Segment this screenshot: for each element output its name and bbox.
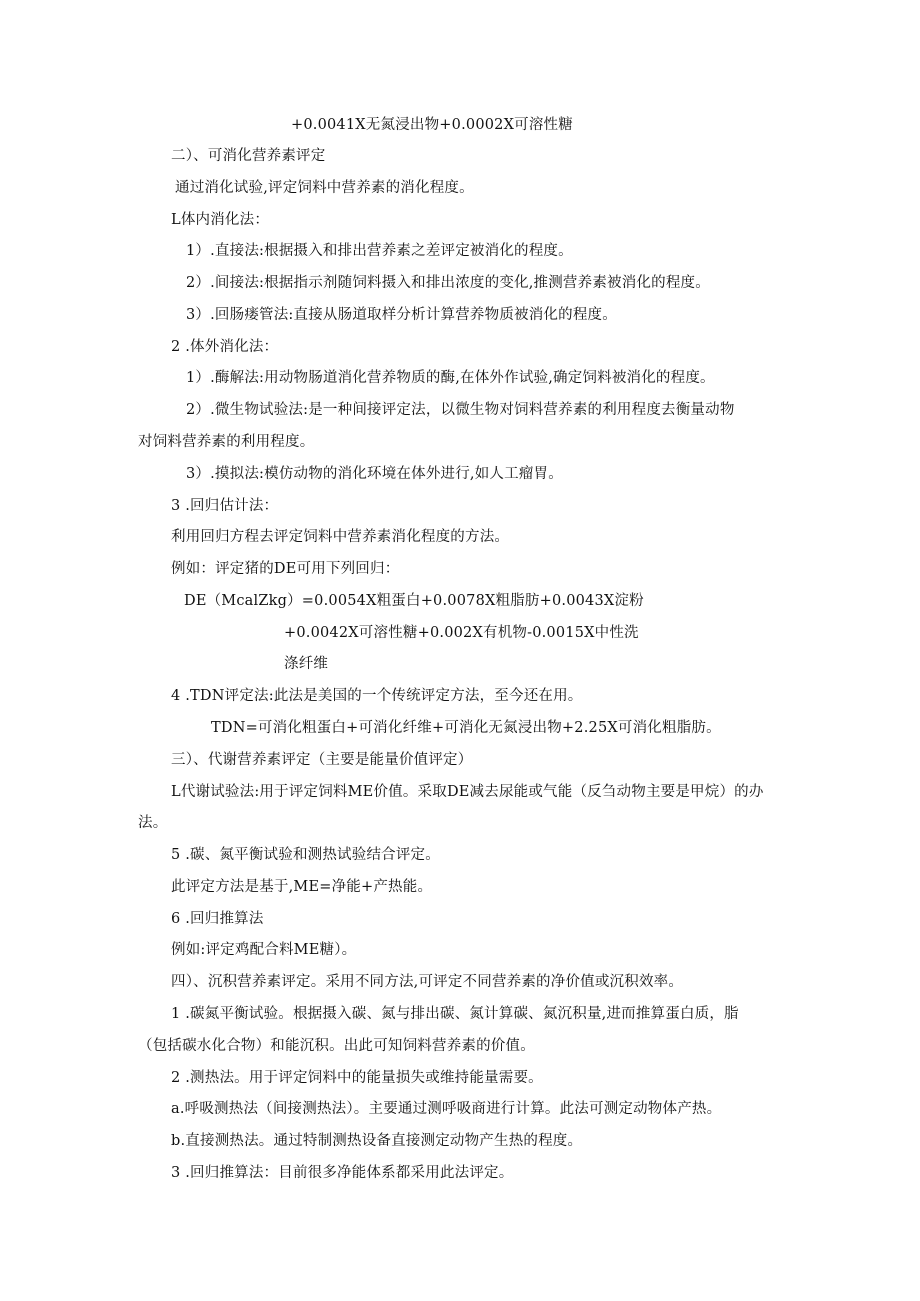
paragraph: L代谢试验法:用于评定饲料ME价值。采取DE减去尿能或气能（反刍动物主要是甲烷）的办 [171, 784, 764, 800]
list-item-continuation: 对饲料营养素的利用程度。 [138, 434, 315, 450]
list-item: 2）.间接法:根据指示剂随饲料摄入和排出浓度的变化,推测营养素被消化的程度。 [186, 275, 710, 291]
paragraph: 例如：评定猪的DE可用下列回归： [171, 561, 400, 577]
section-heading-deposited: 四）、沉积营养素评定。采用不同方法,可评定不同营养素的净价值或沉积效率。 [171, 974, 684, 990]
list-item-continuation: （包括碳水化合物）和能沉积。出此可知饲料营养素的价值。 [138, 1038, 535, 1054]
paragraph: 例如:评定鸡配合料ME糖）。 [171, 942, 357, 958]
subheading: 5 .碳、氮平衡试验和测热试验结合评定。 [171, 847, 440, 863]
list-item: 1 .碳氮平衡试验。根据摄入碳、氮与排出碳、氮计算碳、氮沉积量,进而推算蛋白质，脂 [171, 1006, 739, 1022]
subheading-regression: 3 .回归估计法： [171, 498, 279, 514]
formula-line: DE（McalZkg）=0.0054X粗蛋白+0.0078X粗脂肪+0.0043X淀粉 [184, 593, 644, 609]
paragraph-continuation: 法。 [138, 815, 168, 831]
formula-line: TDN=可消化粗蛋白+可消化纤维+可消化无氮浸出物+2.25X可消化粗脂肪。 [211, 720, 721, 736]
list-item: 1）.直接法:根据摄入和排出营养素之差评定被消化的程度。 [186, 243, 573, 259]
section-heading-digestible: 二）、可消化营养素评定 [171, 148, 326, 164]
list-item: b.直接测热法。通过特制测热设备直接测定动物产生热的程度。 [171, 1133, 583, 1149]
formula-line: +0.0042X可溶性糖+0.002X有机物-0.0015X中性洗 [284, 625, 639, 641]
formula-continuation: +0.0041X无氮浸出物+0.0002X可溶性糖 [291, 117, 573, 133]
subheading-in-vitro: 2 .体外消化法： [171, 339, 279, 355]
paragraph: 此评定方法是基于,ME=净能+产热能。 [171, 879, 433, 895]
subheading: 6 .回归推算法 [171, 911, 264, 927]
subheading-tdn: 4 .TDN评定法:此法是美国的一个传统评定方法，至今还在用。 [171, 688, 583, 704]
paragraph: 通过消化试验,评定饲料中营养素的消化程度。 [175, 180, 474, 196]
list-item: 3 .回归推算法：目前很多净能体系都采用此法评定。 [171, 1165, 514, 1181]
subheading-in-vivo: L体内消化法： [171, 212, 270, 228]
list-item: 1）.酶解法:用动物肠道消化营养物质的酶,在体外作试验,确定饲料被消化的程度。 [186, 370, 715, 386]
list-item: 3）.摸拟法:模仿动物的消化环境在体外进行,如人工瘤胃。 [186, 466, 563, 482]
section-heading-metabolizable: 三）、代谢营养素评定（主要是能量价值评定） [171, 752, 473, 768]
list-item: a.呼吸测热法（间接测热法）。主要通过测呼吸商进行计算。此法可测定动物体产热。 [171, 1101, 722, 1117]
list-item: 2）.微生物试验法:是一种间接评定法，以微生物对饲料营养素的利用程度去衡量动物 [186, 402, 735, 418]
formula-line: 涤纤维 [284, 656, 329, 672]
list-item: 2 .测热法。用于评定饲料中的能量损失或维持能量需要。 [171, 1070, 543, 1086]
paragraph: 利用回归方程去评定饲料中营养素消化程度的方法。 [171, 529, 510, 545]
list-item: 3）.回肠瘘管法:直接从肠道取样分析计算营养物质被消化的程度。 [186, 307, 617, 323]
